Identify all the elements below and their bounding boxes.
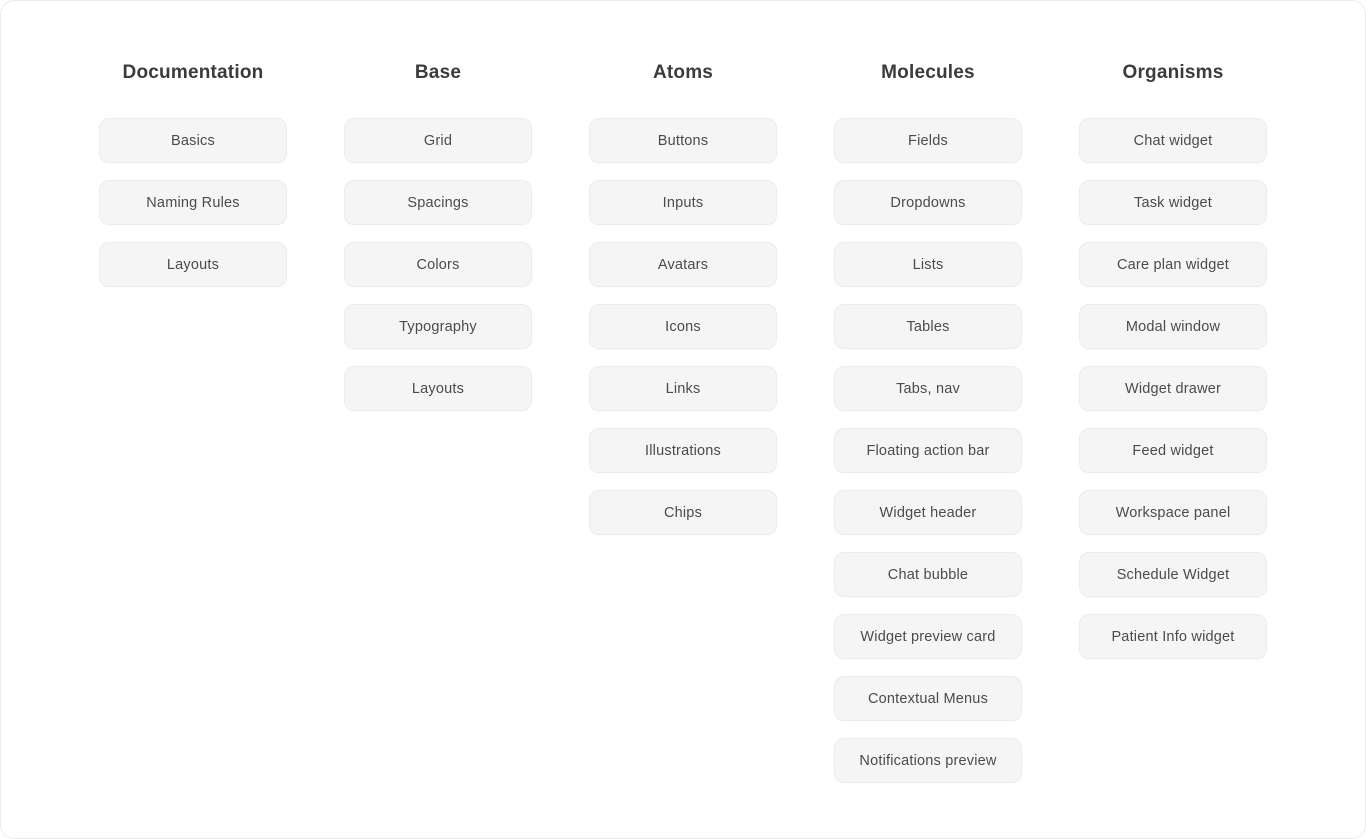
- nav-card-label: Grid: [423, 132, 453, 149]
- nav-card[interactable]: [1079, 614, 1267, 659]
- nav-column: [99, 59, 287, 783]
- nav-card[interactable]: [834, 304, 1022, 349]
- nav-card[interactable]: [1079, 304, 1267, 349]
- nav-card[interactable]: [344, 304, 532, 349]
- nav-card-label: Tables: [906, 318, 950, 335]
- nav-card[interactable]: [834, 490, 1022, 535]
- nav-card[interactable]: [834, 738, 1022, 783]
- nav-card-label: Task widget: [1134, 194, 1212, 211]
- nav-card[interactable]: [1079, 428, 1267, 473]
- column-title: Atoms: [652, 62, 714, 83]
- column-title: Molecules: [881, 62, 975, 83]
- nav-card-label: Widget preview card: [860, 628, 996, 645]
- nav-card[interactable]: [834, 552, 1022, 597]
- nav-card[interactable]: [1079, 242, 1267, 287]
- nav-card[interactable]: [589, 242, 777, 287]
- nav-card-label: Widget header: [879, 504, 977, 521]
- nav-card-label: Floating action bar: [866, 442, 990, 459]
- nav-card-label: Feed widget: [1132, 442, 1214, 459]
- nav-card-label: Workspace panel: [1115, 504, 1231, 521]
- column-list: [1079, 118, 1267, 659]
- nav-card[interactable]: [834, 676, 1022, 721]
- nav-card[interactable]: [344, 242, 532, 287]
- nav-card-label: Care plan widget: [1116, 256, 1229, 273]
- columns-container: [1, 1, 1365, 783]
- nav-card[interactable]: [344, 180, 532, 225]
- nav-card[interactable]: [589, 366, 777, 411]
- nav-card[interactable]: [344, 366, 532, 411]
- nav-card-label: Layouts: [166, 256, 220, 273]
- nav-card[interactable]: [834, 366, 1022, 411]
- nav-card-label: Layouts: [411, 380, 465, 397]
- nav-card-label: Widget drawer: [1124, 380, 1222, 397]
- nav-card[interactable]: [834, 614, 1022, 659]
- nav-card-label: Chips: [663, 504, 703, 521]
- nav-card-label: Chat bubble: [887, 566, 969, 583]
- nav-column: [834, 59, 1022, 783]
- nav-card[interactable]: [589, 118, 777, 163]
- nav-card-label: Colors: [416, 256, 460, 273]
- nav-card[interactable]: [99, 180, 287, 225]
- column-title: Base: [414, 62, 462, 83]
- nav-card[interactable]: [834, 428, 1022, 473]
- column-list: [344, 118, 532, 411]
- nav-column: [1079, 59, 1267, 783]
- nav-card-label: Spacings: [407, 194, 469, 211]
- nav-card[interactable]: [834, 118, 1022, 163]
- nav-card-label: Inputs: [662, 194, 704, 211]
- nav-card-label: Tabs, nav: [896, 380, 960, 397]
- nav-card-label: Basics: [171, 132, 215, 149]
- nav-card[interactable]: [1079, 490, 1267, 535]
- nav-card[interactable]: [589, 490, 777, 535]
- nav-card[interactable]: [1079, 118, 1267, 163]
- nav-card-label: Illustrations: [645, 442, 721, 459]
- nav-card[interactable]: [1079, 180, 1267, 225]
- nav-card[interactable]: [834, 242, 1022, 287]
- nav-card[interactable]: [344, 118, 532, 163]
- nav-card-label: Patient Info widget: [1111, 628, 1235, 645]
- column-list: [589, 118, 777, 535]
- column-list: [99, 118, 287, 287]
- column-list: [834, 118, 1022, 783]
- nav-card-label: Schedule Widget: [1116, 566, 1230, 583]
- nav-card-label: Avatars: [657, 256, 709, 273]
- column-title: Organisms: [1122, 62, 1224, 83]
- nav-card[interactable]: [1079, 366, 1267, 411]
- nav-card[interactable]: [589, 180, 777, 225]
- nav-card-label: Naming Rules: [146, 194, 240, 211]
- nav-card-label: Fields: [908, 132, 948, 149]
- nav-card-label: Chat widget: [1133, 132, 1213, 149]
- nav-card-label: Lists: [912, 256, 944, 273]
- nav-card-label: Icons: [665, 318, 701, 335]
- nav-card[interactable]: [1079, 552, 1267, 597]
- nav-card[interactable]: [589, 428, 777, 473]
- nav-column: [589, 59, 777, 783]
- nav-card-label: Modal window: [1125, 318, 1221, 335]
- nav-card[interactable]: [99, 118, 287, 163]
- nav-card-label: Typography: [399, 318, 477, 335]
- nav-card-label: Contextual Menus: [867, 690, 989, 707]
- nav-card-label: Buttons: [657, 132, 709, 149]
- nav-column: [344, 59, 532, 783]
- nav-card-label: Links: [665, 380, 701, 397]
- column-title: Documentation: [122, 62, 264, 83]
- nav-card-label: Notifications preview: [859, 752, 997, 769]
- nav-card-label: Dropdowns: [890, 194, 966, 211]
- nav-card[interactable]: [589, 304, 777, 349]
- nav-card[interactable]: [99, 242, 287, 287]
- nav-card[interactable]: [834, 180, 1022, 225]
